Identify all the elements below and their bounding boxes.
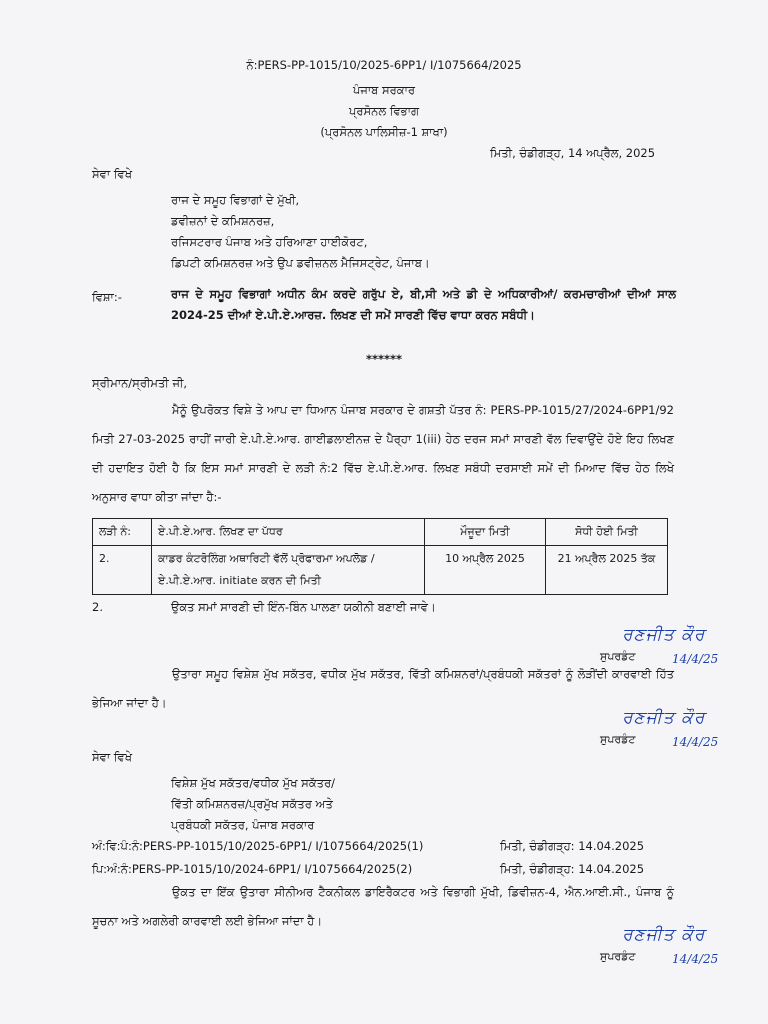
level-line: ਏ.ਪੀ.ਏ.ਆਰ. initiate ਕਰਨ ਦੀ ਮਿਤੀ xyxy=(158,574,321,587)
signature-block xyxy=(622,925,705,945)
subject-label: ਵਿਸ਼ਾ:- xyxy=(92,290,122,304)
signature-initials: 14/4/25 xyxy=(672,652,719,666)
point-number: 2. xyxy=(92,600,103,614)
addressee-line: ਪ੍ਰਬੰਧਕੀ ਸਕੱਤਰ, ਪੰਜਾਬ ਸਰਕਾਰ xyxy=(171,818,315,832)
signature-block xyxy=(622,708,705,728)
table-header-cell: ਏ.ਪੀ.ਏ.ਆਰ. ਲਿਖਣ ਦਾ ਪੱਧਰ xyxy=(152,519,425,546)
issue-date: ਮਿਤੀ, ਚੰਡੀਗੜ੍ਹ, 14 ਅਪ੍ਰੈਲ, 2025 xyxy=(490,146,656,160)
addressee-line: ਡਵੀਜ਼ਨਾਂ ਦੇ ਕਮਿਸ਼ਨਰਜ਼, xyxy=(171,214,275,228)
table-row xyxy=(93,546,668,595)
department-name: ਪ੍ਰਸੋਨਲ ਵਿਭਾਗ xyxy=(348,104,420,118)
signature-name: ਰਣਜੀਤ ਕੌਰ xyxy=(622,925,706,945)
signature-title: ਸੁਪਰਡੰਟ xyxy=(600,950,636,963)
signature-block xyxy=(622,625,705,645)
signature-initials: 14/4/25 xyxy=(672,952,719,966)
table-header-cell: ਸੋਧੀ ਹੋਈ ਮਿਤੀ xyxy=(546,519,668,546)
salutation: ਸ੍ਰੀਮਾਨ/ਸ੍ਰੀਮਤੀ ਜੀ, xyxy=(92,376,188,390)
addressee-label: ਸੇਵਾ ਵਿਖੇ xyxy=(92,167,132,181)
body-paragraph: ਮੈਨੂੰ ਉਪਰੋਕਤ ਵਿਸ਼ੇ ਤੇ ਆਪ ਦਾ ਧਿਆਨ ਪੰਜਾਬ ਸਰਕਾਰ ਦੇ ਗਸ਼ਤੀ ਪੱਤਰ ਨੰ: PERS-PP-1015/27/2024-6PP1/92 ਮਿਤੀ 27-03-2025 ਰਾਹੀਂ ਜਾਰੀ ਏ.ਪੀ.ਏ.ਆਰ. ਗਾਈਡਲਾਈਨਜ਼ ਦੇ ਪੈਰ੍ਹਾ 1(iii) ਹੇਠ ਦਰਜ ਸਮਾਂ ਸਾਰਣੀ ਵੱਲ ਦਿਵਾਉਂਦੇ ਹੋਏ ਇਹ ਲਿਖਣ ਦੀ ਹਦਾਇਤ ਹੋਈ ਹੈ ਕਿ ਇਸ ਸਮਾਂ ਸਾਰਣੀ ਦੇ ਲੜੀ ਨੰ:2 ਵਿੱਚ ਏ.ਪੀ.ਏ.ਆਰ. ਲਿਖਣ ਸਬੰਧੀ ਦਰਸਾਈ ਸਮੇਂ ਦੀ ਮਿਆਦ ਵਿੱਚ ਹੇਠ ਲਿਖੇ ਅਨੁਸਾਰ ਵਾਧਾ ਕੀਤਾ ਜਾਂਦਾ ਹੈ:- xyxy=(92,403,674,504)
schedule-table xyxy=(92,518,668,595)
separator: ****** xyxy=(365,352,403,366)
endorsement-paragraph: ਉਕਤ ਦਾ ਇੱਕ ਉਤਾਰਾ ਸੀਨੀਅਰ ਟੈਕਨੀਕਲ ਡਾਇਰੈਕਟਰ ਅਤੇ ਵਿਭਾਗੀ ਮੁੱਖੀ, ਡਿਵੀਜ਼ਨ-4, ਐਨ.ਆਈ.ਸੀ., ਪੰਜਾਬ ਨੂੰ ਸੂਚਨਾ ਅਤੇ ਅਗਲੇਰੀ ਕਾਰਵਾਈ ਲਈ ਭੇਜਿਆ ਜਾਂਦਾ ਹੈ। xyxy=(92,885,674,928)
table-header-cell: ਲੜੀ ਨੰ: xyxy=(93,519,152,546)
addressee-line: ਵਿਸ਼ੇਸ਼ ਮੁੱਖ ਸਕੱਤਰ/ਵਧੀਕ ਮੁੱਖ ਸਕੱਤਰ/ xyxy=(171,776,336,790)
signature-name: ਰਣਜੀਤ ਕੌਰ xyxy=(622,625,706,645)
table-cell-sr: 2. xyxy=(93,546,152,595)
level-line: ਕਾਡਰ ਕੰਟਰੋਲਿੰਗ ਅਥਾਰਿਟੀ ਵੱਲੋਂ ਪ੍ਰੋਫਾਰਮਾ ਅਪਲੋਡ / xyxy=(158,552,375,565)
addressee-line: ਵਿੱਤੀ ਕਮਿਸ਼ਨਰਜ਼/ਪ੍ਰਮੁੱਖ ਸਕੱਤਰ ਅਤੇ xyxy=(171,797,333,811)
endorsement-date: ਮਿਤੀ, ਚੰਡੀਗੜ੍ਹ: 14.04.2025 xyxy=(500,839,645,853)
endorsement-date: ਮਿਤੀ, ਚੰਡੀਗੜ੍ਹ: 14.04.2025 xyxy=(500,862,645,876)
addressee-label: ਸੇਵਾ ਵਿਖੇ xyxy=(92,750,132,764)
point-text: ਉਕਤ ਸਮਾਂ ਸਾਰਣੀ ਦੀ ਇੰਨ-ਬਿੰਨ ਪਾਲਣਾ ਯਕੀਨੀ ਬਣਾਈ ਜਾਵੇ। xyxy=(171,600,436,614)
table-cell-current-date: 10 ਅਪ੍ਰੈਲ 2025 xyxy=(425,546,546,595)
signature-title: ਸੁਪਰਡੰਟ xyxy=(600,650,636,663)
endorsement-reference: ਅੰ:ਵਿ:ਪੰ:ਨੰ:PERS-PP-1015/10/2025-6PP1/ I/1075664/2025(1) xyxy=(92,839,424,853)
government-name: ਪੰਜਾਬ ਸਰਕਾਰ xyxy=(352,83,416,97)
signature-title: ਸੁਪਰਡੰਟ xyxy=(600,733,636,746)
endorsement-paragraph: ਉਤਾਰਾ ਸਮੂਹ ਵਿਸ਼ੇਸ਼ ਮੁੱਖ ਸਕੱਤਰ, ਵਧੀਕ ਮੁੱਖ ਸਕੱਤਰ, ਵਿੱਤੀ ਕਮਿਸ਼ਨਰਾਂ/ਪ੍ਰਬੰਧਕੀ ਸਕੱਤਰਾਂ ਨੂੰ ਲੋੜੀਂਦੀ ਕਾਰਵਾਈ ਹਿੱਤ ਭੇਜਿਆ ਜਾਂਦਾ ਹੈ। xyxy=(92,667,674,710)
table-cell-level xyxy=(152,546,425,595)
branch-name: (ਪ੍ਰਸੋਨਲ ਪਾਲਿਸੀਜ਼-1 ਸ਼ਾਖਾ) xyxy=(320,125,448,139)
addressee-line: ਡਿਪਟੀ ਕਮਿਸ਼ਨਰਜ਼ ਅਤੇ ਉਪ ਡਵੀਜ਼ਨਲ ਮੈਜਿਸਟ੍ਰੇਟ, ਪੰਜਾਬ। xyxy=(171,256,430,270)
signature-initials: 14/4/25 xyxy=(672,735,719,749)
table-header-row xyxy=(93,519,668,546)
signature-name: ਰਣਜੀਤ ਕੌਰ xyxy=(622,708,706,728)
addressee-line: ਰਜਿਸਟਰਾਰ ਪੰਜਾਬ ਅਤੇ ਹਰਿਆਣਾ ਹਾਈਕੋਰਟ, xyxy=(171,235,368,249)
table-header-cell: ਮੌਜੂਦਾ ਮਿਤੀ xyxy=(425,519,546,546)
addressee-line: ਰਾਜ ਦੇ ਸਮੂਹ ਵਿਭਾਗਾਂ ਦੇ ਮੁੱਖੀ, xyxy=(171,193,300,207)
table-cell-revised-date: 21 ਅਪ੍ਰੈਲ 2025 ਤੱਕ xyxy=(546,546,668,595)
endorsement-reference: ਪਿ:ਅੰ:ਨੰ:PERS-PP-1015/10/2024-6PP1/ I/1075664/2025(2) xyxy=(92,862,413,876)
subject-text: ਰਾਜ ਦੇ ਸਮੂਹ ਵਿਭਾਗਾਂ ਅਧੀਨ ਕੰਮ ਕਰਦੇ ਗਰੁੱਪ ਏ, ਬੀ,ਸੀ ਅਤੇ ਡੀ ਦੇ ਅਧਿਕਾਰੀਆਂ/ ਕਰਮਚਾਰੀਆਂ ਦੀਆਂ ਸਾਲ 2024-25 ਦੀਆਂ ਏ.ਪੀ.ਏ.ਆਰਜ਼. ਲਿਖਣ ਦੀ ਸਮੇਂ ਸਾਰਣੀ ਵਿੱਚ ਵਾਧਾ ਕਰਨ ਸਬੰਧੀ। xyxy=(171,287,676,322)
reference-number: ਨੰ:PERS-PP-1015/10/2025-6PP1/ I/1075664/2025 xyxy=(246,58,522,72)
